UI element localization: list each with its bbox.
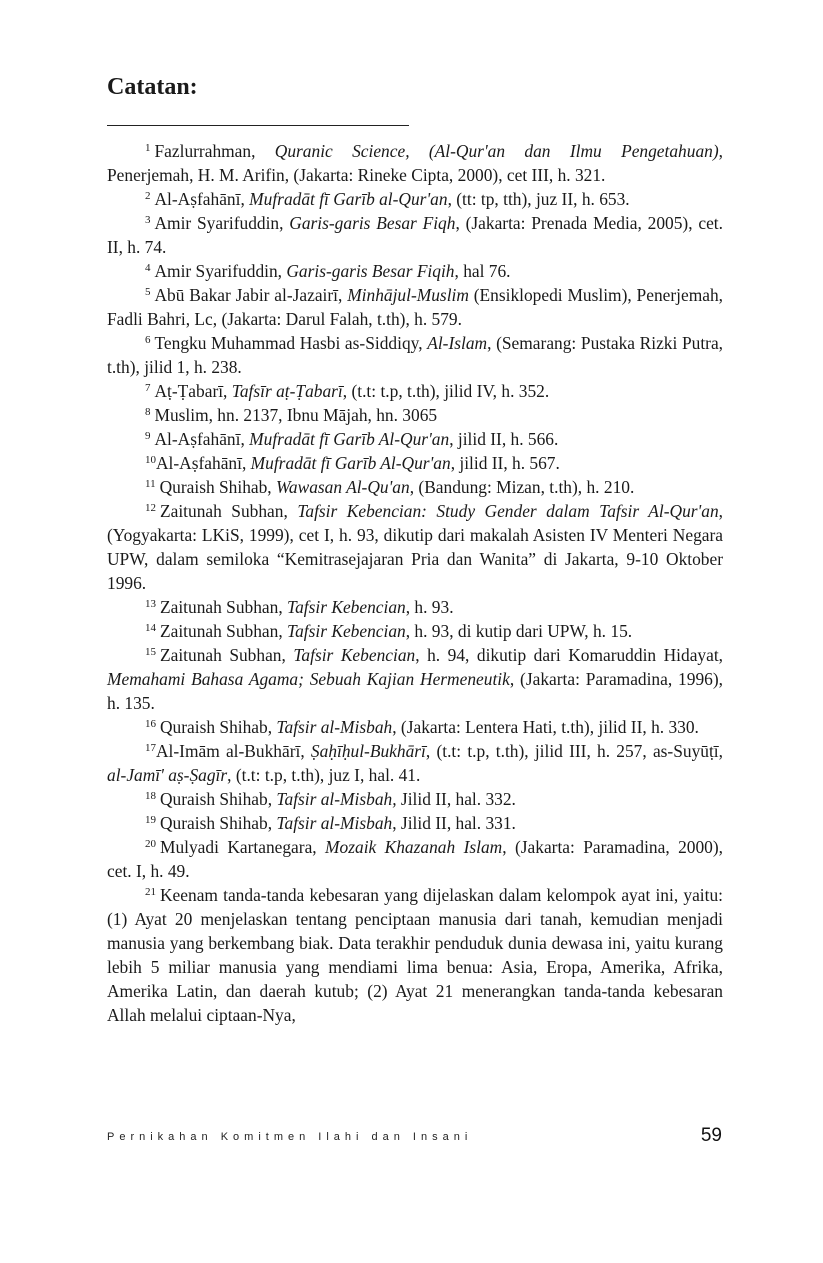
footnote bbox=[107, 283, 723, 331]
footnote-number: 16 bbox=[145, 718, 156, 730]
footnote bbox=[107, 427, 723, 451]
footnote-title: Tafsīr aṭ-Ṭabarī bbox=[231, 381, 343, 401]
footnote-text: Keenam tanda-tanda kebesaran yang dijelaskan dalam kelompok ayat ini, yaitu: (1) Ayat 20 menjelaskan tentang penciptaan manusia dari tanah, kemudian menjadi manusia yang berkembang biak. Data terakhir penduduk dunia dewasa ini, yaitu kurang lebih 5 miliar manusia yang mendiami lima benua: Asia, Eropa, Amerika, Afrika, Amerika Latin, dan daerah kutub; (2) Ayat 21 menerangkan tanda-tanda kebesaran Allah melalui ciptaan-Nya, bbox=[107, 885, 723, 1025]
footnote-number: 20 bbox=[145, 838, 156, 850]
footnote-text: Zaitunah Subhan, bbox=[160, 597, 288, 617]
footnote-number: 5 bbox=[145, 286, 151, 298]
page-heading: Catatan: bbox=[107, 74, 198, 100]
footnote-text: Al-Aṣfahānī, bbox=[154, 189, 250, 209]
footnote-text: Jilid II, hal. 332. bbox=[396, 789, 516, 809]
footnote-text: , Jilid II, hal. 331. bbox=[392, 813, 516, 833]
footnote-number: 7 bbox=[145, 382, 151, 394]
footnote bbox=[107, 619, 723, 643]
footnote-number: 1 bbox=[145, 142, 151, 154]
footnote bbox=[107, 883, 723, 1027]
footnote-text: , (t.t: t.p, t.th), jilid III, h. 257, as-Suyūṭī, bbox=[425, 741, 723, 761]
footnote-title: Garis-garis Besar Fiqih bbox=[286, 261, 455, 281]
page-number: 59 bbox=[700, 1125, 722, 1146]
footnote-text: Zaitunah Subhan, bbox=[160, 621, 288, 641]
footnote-text: , (Yogyakarta: LKiS, 1999), cet I, h. 93, dikutip dari makalah Asisten IV Menteri Negara UPW, dalam semiloka “Kemitrasejajaran Pria dan Wanita” di Jakarta, 9-10 Oktober 1996. bbox=[107, 501, 724, 593]
footnote-title: Tafsir Kebencian bbox=[293, 645, 416, 665]
footnote-text: Amir Syarifuddin, bbox=[154, 213, 290, 233]
footnote-title: Mozaik Khazanah Islam bbox=[325, 837, 503, 857]
footnote-title: Tafsir al-Misbah, bbox=[276, 789, 397, 809]
footnote-text: Zaitunah Subhan, bbox=[160, 645, 294, 665]
footnote-text: Aṭ-Ṭabarī, bbox=[154, 381, 232, 401]
footnote-text: , (Jakarta: Paramadina, 2000), cet. I, h. 49. bbox=[107, 837, 723, 881]
footnote-text: , h. 93, di kutip dari UPW, h. 15. bbox=[405, 621, 633, 641]
footnote-title: Quranic Science, (Al-Qur'an dan Ilmu Pengetahuan) bbox=[274, 141, 719, 161]
footnote bbox=[107, 451, 723, 475]
footnote-title: Tafsir al-Misbah bbox=[276, 813, 393, 833]
footnote-number: 19 bbox=[145, 814, 156, 826]
footnote bbox=[107, 187, 723, 211]
footnote bbox=[107, 715, 723, 739]
footnote-text: , jilid II, h. 566. bbox=[449, 429, 559, 449]
footnote bbox=[107, 475, 723, 499]
footnote-title: Wawasan Al-Qu'an bbox=[276, 477, 410, 497]
footnote-number: 11 bbox=[145, 478, 156, 490]
footnote-title: Tafsir Kebencian bbox=[287, 597, 406, 617]
footnote-text: Mulyadi Kartanegara, bbox=[160, 837, 326, 857]
footnote bbox=[107, 739, 723, 787]
footnote-title: al-Jamī' aṣ-Ṣagīr bbox=[107, 765, 228, 785]
footnote-number: 21 bbox=[145, 886, 156, 898]
footnote bbox=[107, 211, 723, 259]
footnote-title: Tafsir Kebencian: Study Gender dalam Tafsir Al-Qur'an bbox=[297, 501, 719, 521]
footnote-title: Memahami Bahasa Agama; Sebuah Kajian Hermeneutik bbox=[107, 669, 510, 689]
footnote-text: , (t.t: t.p, t.th), juz I, hal. 41. bbox=[227, 765, 421, 785]
footnote-title: Tafsir al-Misbah bbox=[276, 717, 393, 737]
footnote-text: , hal 76. bbox=[454, 261, 511, 281]
footnote-title: Tafsir Kebencian bbox=[287, 621, 406, 641]
footnote-number: 12 bbox=[145, 502, 156, 514]
footnote-text: (Ensiklopedi Muslim), Penerjemah, Fadli Bahri, Lc, (Jakarta: Darul Falah, t.th), h. 579. bbox=[107, 285, 723, 329]
footnote-number: 2 bbox=[145, 190, 151, 202]
footnote bbox=[107, 595, 723, 619]
footnote-text: Quraish Shihab, bbox=[160, 813, 277, 833]
footnote-title: Al-Islam bbox=[427, 333, 488, 353]
footnote-text: Muslim, hn. 2137, Ibnu Mājah, hn. 3065 bbox=[154, 405, 438, 425]
footnote-title: Minhājul-Muslim bbox=[347, 285, 469, 305]
footnote bbox=[107, 403, 723, 427]
footnote bbox=[107, 787, 723, 811]
footnote-title: Ṣaḥīḥul-Bukhārī bbox=[310, 741, 426, 761]
footnote-number: 13 bbox=[145, 598, 156, 610]
running-footer-title: Pernikahan Komitmen Ilahi dan Insani bbox=[107, 1131, 473, 1143]
footnote-text: , (Bandung: Mizan, t.th), h. 210. bbox=[409, 477, 635, 497]
footnote-number: 10 bbox=[145, 454, 156, 466]
footnote-text: Al-Imām al-Bukhārī, bbox=[156, 741, 311, 761]
footnote bbox=[107, 139, 723, 187]
footnote-number: 18 bbox=[145, 790, 156, 802]
footnote-number: 9 bbox=[145, 430, 151, 442]
footnote-text: , (Jakarta: Lentera Hati, t.th), jilid II, h. 330. bbox=[392, 717, 699, 737]
footnote-text: , h. 93. bbox=[405, 597, 454, 617]
footnote-text: , (t.t: t.p, t.th), jilid IV, h. 352. bbox=[342, 381, 550, 401]
footnote-text: Fazlurrahman, bbox=[154, 141, 275, 161]
footnote-text: , h. 94, dikutip dari Komaruddin Hidayat, bbox=[415, 645, 724, 665]
footnote-number: 6 bbox=[145, 334, 151, 346]
footnote-text: Al-Aṣfahānī, bbox=[156, 453, 251, 473]
footnote-number: 14 bbox=[145, 622, 156, 634]
footnote-title: Mufradāt fī Garīb Al-Qur'an bbox=[250, 453, 451, 473]
footnote bbox=[107, 835, 723, 883]
footnote-title: Mufradāt fī Garīb Al-Qur'an bbox=[249, 429, 450, 449]
footnote-text: Quraish Shihab, bbox=[159, 477, 277, 497]
footnote bbox=[107, 499, 723, 595]
footnote-separator bbox=[107, 125, 409, 126]
footnote-text: Abū Bakar Jabir al-Jazairī, bbox=[154, 285, 348, 305]
footnote-text: Zaitunah Subhan, bbox=[160, 501, 298, 521]
footnote bbox=[107, 643, 723, 715]
footnote bbox=[107, 811, 723, 835]
footnote-text: , (tt: tp, tth), juz II, h. 653. bbox=[447, 189, 630, 209]
footnote-text: , Penerjemah, H. M. Arifin, (Jakarta: Rineke Cipta, 2000), cet III, h. 321. bbox=[107, 141, 723, 185]
footnote-title: Garis-garis Besar Fiqh bbox=[289, 213, 456, 233]
footnote-text: , jilid II, h. 567. bbox=[450, 453, 560, 473]
footnote-title: Mufradāt fī Garīb al-Qur'an bbox=[249, 189, 448, 209]
footnote-text: Quraish Shihab, bbox=[160, 717, 277, 737]
footnote-number: 17 bbox=[145, 742, 156, 754]
footnote-text: , (Jakarta: Paramadina, 1996), h. 135. bbox=[107, 669, 723, 713]
footnote bbox=[107, 331, 723, 379]
footnote-text: , (Semarang: Pustaka Rizki Putra, t.th), jilid 1, h. 238. bbox=[107, 333, 724, 377]
footnote-text: , (Jakarta: Prenada Media, 2005), cet. II, h. 74. bbox=[107, 213, 723, 257]
footnote bbox=[107, 379, 723, 403]
footnotes-list bbox=[107, 139, 723, 1027]
footnote-text: Amir Syarifuddin, bbox=[154, 261, 287, 281]
footnote bbox=[107, 259, 723, 283]
footnote-number: 8 bbox=[145, 406, 151, 418]
footnote-text: Tengku Muhammad Hasbi as-Siddiqy, bbox=[154, 333, 428, 353]
footnote-text: Al-Aṣfahānī, bbox=[154, 429, 250, 449]
footnote-text: Quraish Shihab, bbox=[160, 789, 277, 809]
footnote-number: 4 bbox=[145, 262, 151, 274]
footnote-number: 15 bbox=[145, 646, 156, 658]
footnote-number: 3 bbox=[145, 214, 151, 226]
